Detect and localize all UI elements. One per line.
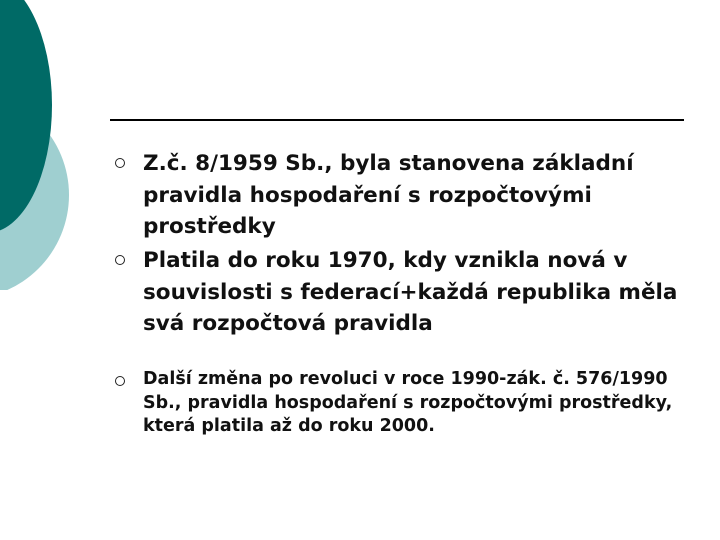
bullet-text-2: Platila do roku 1970, kdy vznikla nová v souvislosti s federací+každá republika měla svá rozpočtová pravidla	[143, 248, 678, 336]
bullet-item-1	[115, 148, 685, 243]
bullet-text-3: Další změna po revoluci v roce 1990-zák. č. 576/1990 Sb., pravidla hospodaření s rozpočtovými prostředky, která platila až do roku 2000.	[143, 369, 673, 436]
bullet-item-3	[115, 368, 685, 439]
bullet-item-2	[115, 245, 685, 340]
bullet-circle-icon	[115, 255, 125, 265]
bullet-circle-icon	[115, 376, 125, 386]
decorative-circles	[0, 0, 90, 290]
bullet-circle-icon	[115, 158, 125, 168]
bullet-text-1: Z.č. 8/1959 Sb., byla stanovena základní pravidla hospodaření s rozpočtovými prostředky	[143, 151, 634, 239]
title-divider-line	[110, 119, 684, 121]
